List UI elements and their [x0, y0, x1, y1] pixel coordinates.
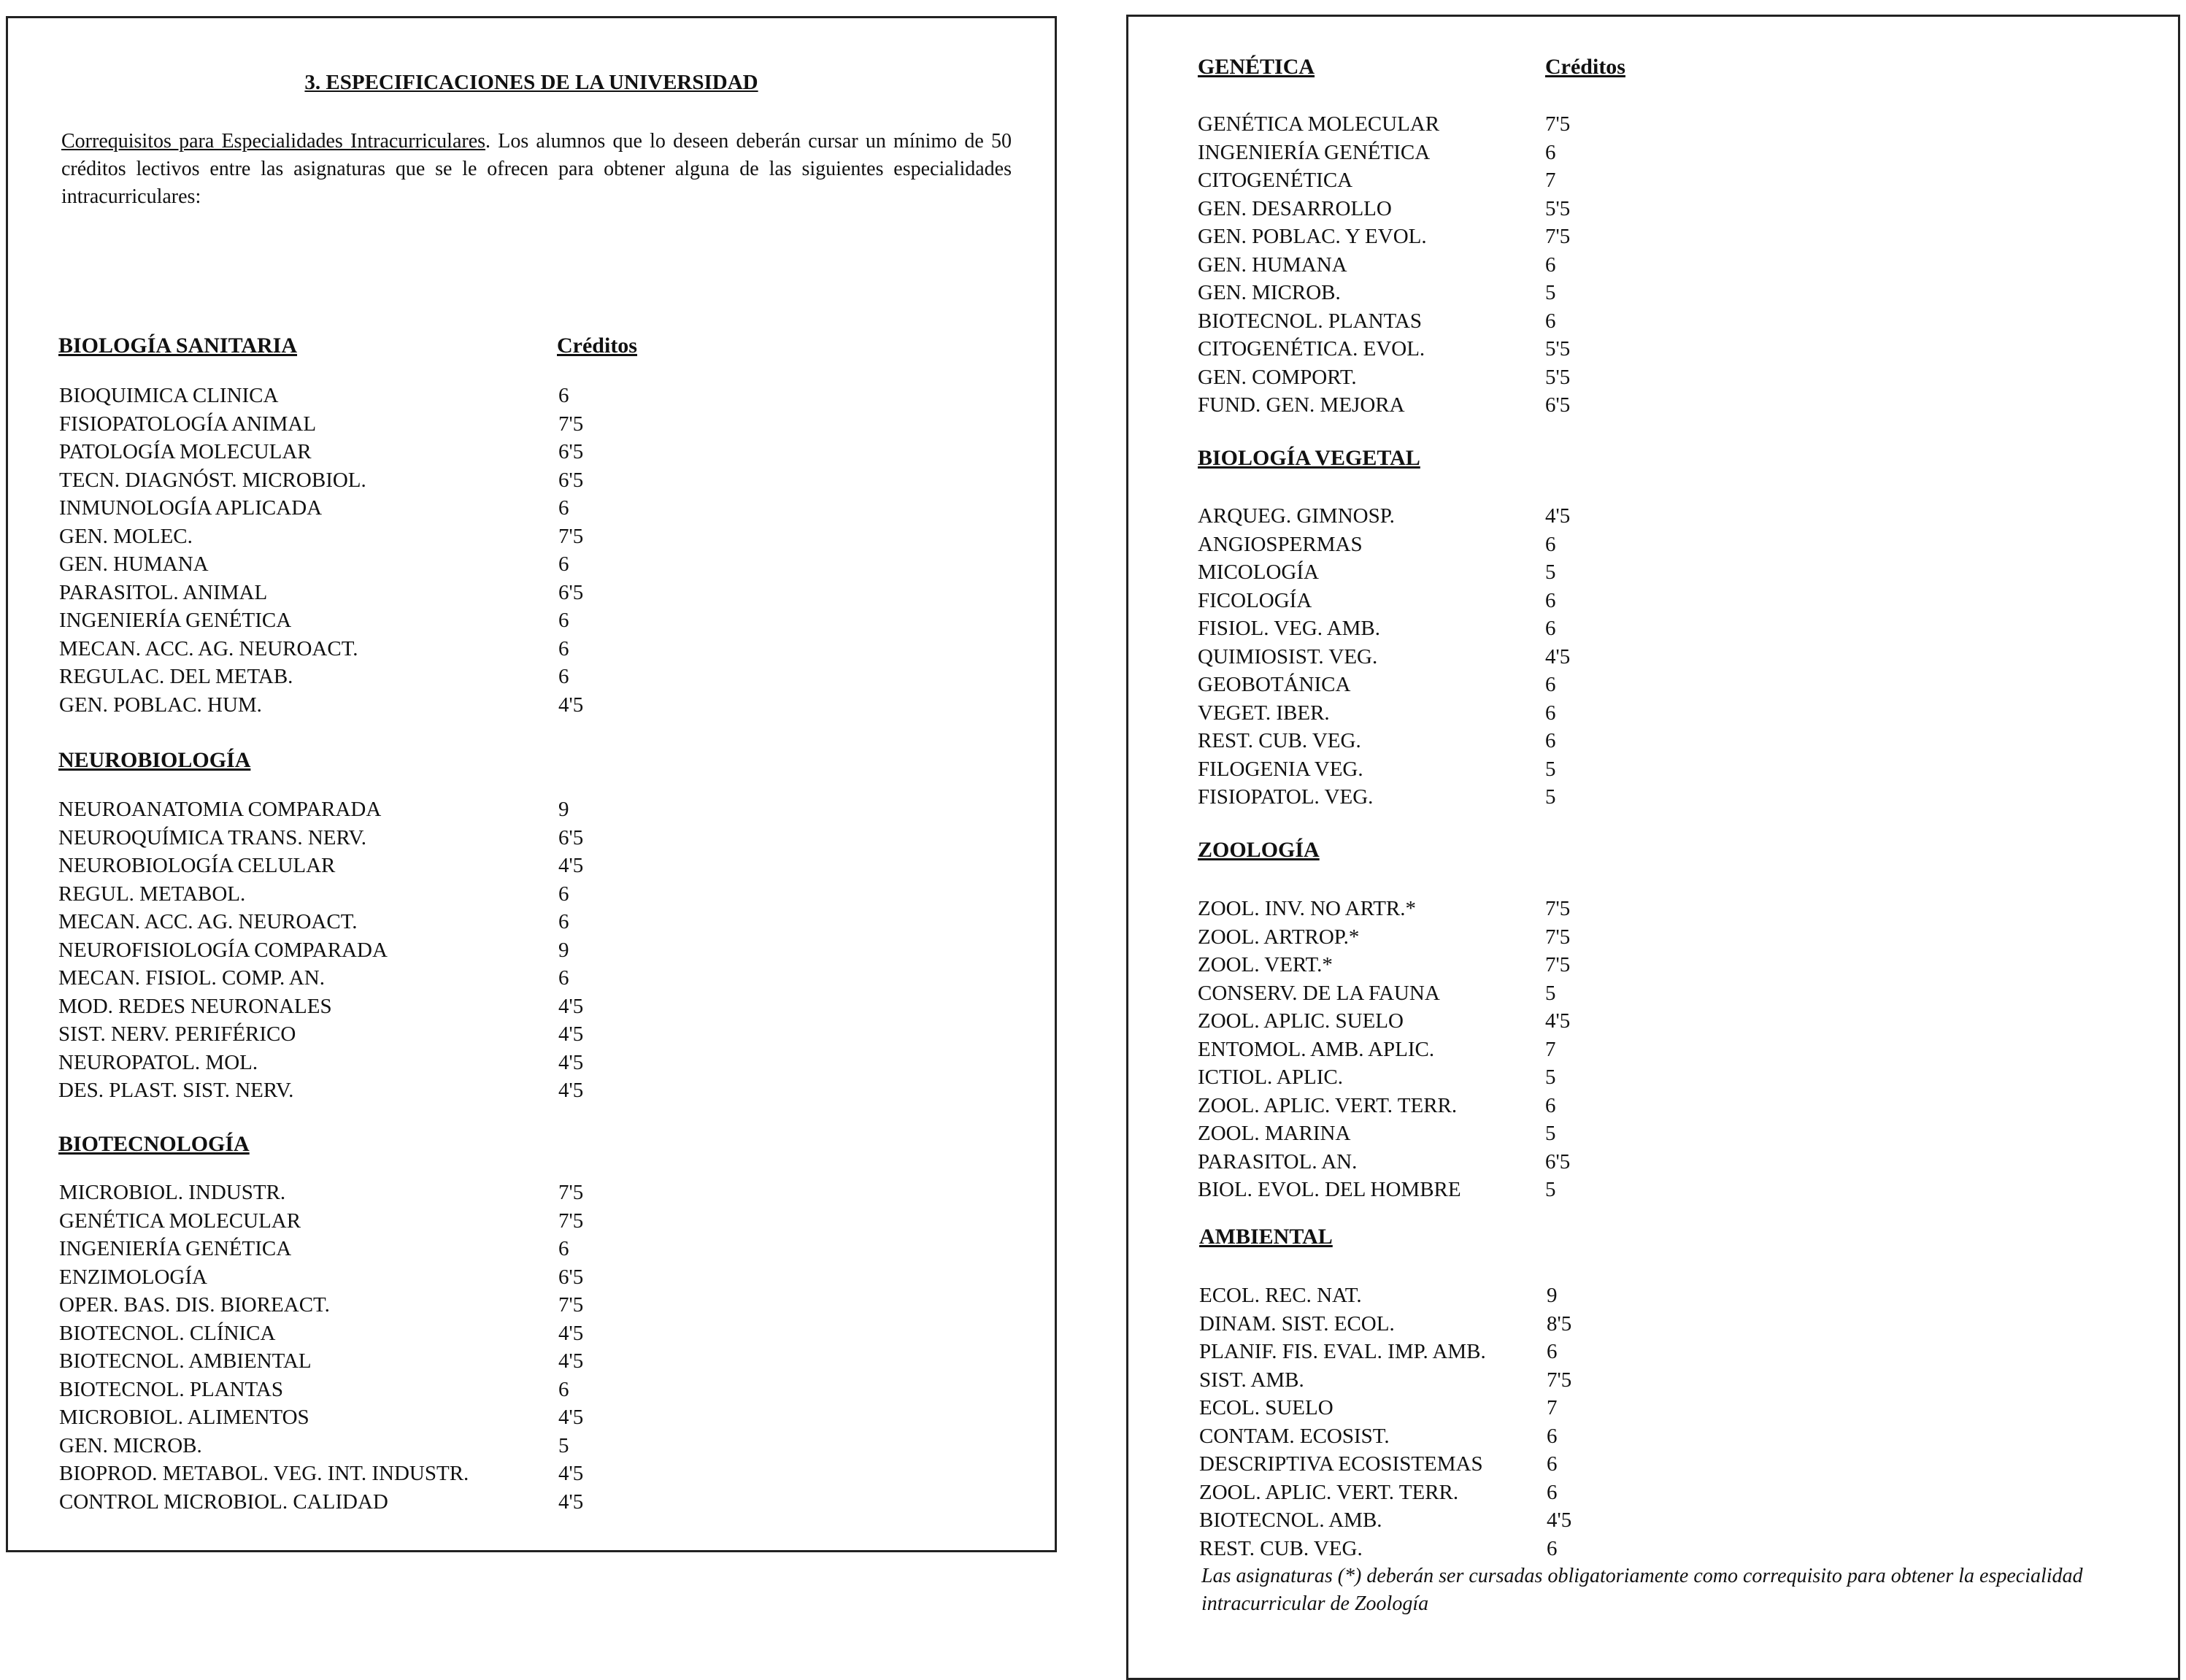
- course-credits: 6'5: [558, 580, 584, 604]
- course-credits: 6'5: [1545, 393, 1571, 417]
- course-credits: 6: [1547, 1536, 1558, 1560]
- course-credits: 5: [1545, 785, 1556, 809]
- course-name: PARASITOL. AN.: [1198, 1149, 1358, 1174]
- course-name: VEGET. IBER.: [1198, 701, 1330, 725]
- course-credits: 7'5: [558, 1209, 584, 1233]
- course-name: MICROBIOL. ALIMENTOS: [59, 1406, 309, 1429]
- course-credits: 4'5: [558, 1022, 584, 1046]
- course-credits: 6: [558, 665, 569, 688]
- course-name: FICOLOGÍA: [1198, 588, 1312, 612]
- course-credits: 4'5: [558, 1321, 584, 1345]
- credits-column-label: Créditos: [1545, 55, 1625, 79]
- course-name: GEN. COMPORT.: [1198, 365, 1357, 389]
- course-name: MECAN. FISIOL. COMP. AN.: [58, 966, 325, 990]
- course-name: QUIMIOSIST. VEG.: [1198, 644, 1378, 668]
- course-name: INMUNOLOGÍA APLICADA: [59, 496, 323, 520]
- course-credits: 5: [558, 1433, 569, 1457]
- course-name: NEUROPATOL. MOL.: [58, 1050, 258, 1074]
- section-title: BIOTECNOLOGÍA: [58, 1132, 250, 1156]
- course-credits: 5'5: [1545, 337, 1571, 361]
- course-name: BIOTECNOL. CLÍNICA: [59, 1321, 276, 1345]
- course-credits: 9: [558, 798, 569, 821]
- course-name: BIOTECNOL. PLANTAS: [59, 1377, 284, 1401]
- course-credits: 5'5: [1545, 196, 1571, 220]
- course-credits: 6: [1547, 1424, 1558, 1448]
- left-page: [6, 16, 1057, 1552]
- course-name: DINAM. SIST. ECOL.: [1199, 1311, 1395, 1336]
- section-title: AMBIENTAL: [1199, 1225, 1333, 1249]
- course-name: GEN. HUMANA: [59, 552, 209, 576]
- course-credits: 7'5: [1545, 897, 1571, 920]
- course-credits: 4'5: [558, 1462, 584, 1485]
- course-name: ENZIMOLOGÍA: [59, 1265, 207, 1289]
- course-name: FISIOPATOLOGÍA ANIMAL: [59, 412, 317, 436]
- course-name: BIOTECNOL. AMB.: [1199, 1508, 1382, 1532]
- course-credits: 5: [1545, 560, 1556, 584]
- course-name: GEN. MICROB.: [59, 1433, 202, 1457]
- course-name: BIOQUIMICA CLINICA: [59, 384, 279, 407]
- course-name: ZOOL. APLIC. SUELO: [1198, 1009, 1404, 1033]
- course-name: MECAN. ACC. AG. NEUROACT.: [58, 910, 358, 933]
- course-credits: 7'5: [1545, 953, 1571, 976]
- course-name: BIOTECNOL. AMBIENTAL: [59, 1349, 312, 1373]
- course-name: ZOOL. MARINA: [1198, 1122, 1351, 1145]
- course-name: REGUL. METABOL.: [58, 882, 246, 906]
- course-name: FISIOPATOL. VEG.: [1198, 785, 1374, 809]
- course-credits: 6: [558, 552, 569, 576]
- course-name: ZOOL. APLIC. VERT. TERR.: [1198, 1093, 1458, 1117]
- course-credits: 5: [1545, 281, 1556, 304]
- course-name: GENÉTICA MOLECULAR: [1198, 112, 1440, 136]
- course-credits: 6: [558, 882, 569, 906]
- course-credits: 9: [1547, 1284, 1558, 1307]
- course-credits: 4'5: [558, 1349, 584, 1373]
- course-name: ECOL. REC. NAT.: [1199, 1284, 1362, 1307]
- course-credits: 4'5: [558, 1050, 584, 1074]
- course-name: CITOGENÉTICA: [1198, 169, 1353, 192]
- course-credits: 6: [558, 636, 569, 660]
- course-name: FUND. GEN. MEJORA: [1198, 393, 1405, 417]
- course-name: GEN. MOLEC.: [59, 524, 193, 548]
- section-title: GENÉTICA: [1198, 55, 1315, 79]
- course-name: GEN. HUMANA: [1198, 253, 1347, 277]
- right-page: [1126, 15, 2180, 1680]
- course-credits: 4'5: [558, 1406, 584, 1429]
- course-name: ZOOL. VERT.*: [1198, 953, 1333, 976]
- course-name: CONTAM. ECOSIST.: [1199, 1424, 1390, 1448]
- section-title: NEUROBIOLOGÍA: [58, 748, 251, 772]
- course-credits: 6: [1545, 673, 1556, 696]
- course-credits: 6: [558, 966, 569, 990]
- course-name: ENTOMOL. AMB. APLIC.: [1198, 1037, 1435, 1061]
- course-name: CONSERV. DE LA FAUNA: [1198, 981, 1440, 1005]
- course-credits: 4'5: [1545, 1009, 1571, 1033]
- course-credits: 6: [558, 1237, 569, 1260]
- course-name: ANGIOSPERMAS: [1198, 532, 1363, 556]
- course-credits: 5: [1545, 1066, 1556, 1089]
- course-name: PATOLOGÍA MOLECULAR: [59, 440, 312, 463]
- course-credits: 5: [1545, 1178, 1556, 1201]
- course-name: REST. CUB. VEG.: [1199, 1536, 1363, 1560]
- course-name: TECN. DIAGNÓST. MICROBIOL.: [59, 468, 366, 492]
- course-name: GEN. POBLAC. HUM.: [59, 693, 262, 717]
- course-name: INGENIERÍA GENÉTICA: [1198, 140, 1431, 164]
- course-name: PLANIF. FIS. EVAL. IMP. AMB.: [1199, 1340, 1486, 1363]
- course-credits: 7'5: [1545, 925, 1571, 949]
- course-credits: 4'5: [558, 1079, 584, 1102]
- course-name: ARQUEG. GIMNOSP.: [1198, 504, 1395, 528]
- course-name: SIST. AMB.: [1199, 1368, 1304, 1392]
- course-credits: 5: [1545, 981, 1556, 1005]
- course-credits: 7'5: [558, 524, 584, 548]
- course-name: GENÉTICA MOLECULAR: [59, 1209, 301, 1233]
- course-name: SIST. NERV. PERIFÉRICO: [58, 1022, 296, 1046]
- course-credits: 6: [558, 1377, 569, 1401]
- course-credits: 6'5: [558, 468, 584, 492]
- course-name: DESCRIPTIVA ECOSISTEMAS: [1199, 1452, 1483, 1476]
- course-credits: 6'5: [558, 1265, 584, 1289]
- course-credits: 6: [1545, 1093, 1556, 1117]
- course-name: ZOOL. APLIC. VERT. TERR.: [1199, 1480, 1459, 1504]
- page-title: 3. ESPECIFICACIONES DE LA UNIVERSIDAD: [304, 71, 758, 94]
- section-title: BIOLOGÍA SANITARIA: [58, 334, 298, 358]
- intro-paragraph: [61, 128, 1012, 211]
- credits-column-label: Créditos: [557, 334, 637, 358]
- course-credits: 6: [1545, 140, 1556, 164]
- course-name: ECOL. SUELO: [1199, 1396, 1333, 1419]
- course-name: CITOGENÉTICA. EVOL.: [1198, 337, 1425, 361]
- course-name: MICROBIOL. INDUSTR.: [59, 1181, 286, 1204]
- course-name: MOD. REDES NEURONALES: [58, 994, 332, 1018]
- course-name: INGENIERÍA GENÉTICA: [59, 609, 292, 632]
- intro-text: . Los alumnos que lo deseen deberán cursar un mínimo de 50 créditos lectivos entre las asignaturas que se le ofrecen para obtener alguna de las siguientes especialidades intracurriculares:: [61, 130, 1012, 208]
- course-credits: 7'5: [1545, 225, 1571, 248]
- course-name: GEOBOTÁNICA: [1198, 673, 1351, 696]
- course-credits: 4'5: [558, 1490, 584, 1514]
- course-name: GEN. POBLAC. Y EVOL.: [1198, 225, 1427, 248]
- course-credits: 6: [558, 910, 569, 933]
- course-name: DES. PLAST. SIST. NERV.: [58, 1079, 294, 1102]
- course-name: FILOGENIA VEG.: [1198, 757, 1363, 781]
- course-credits: 5: [1545, 757, 1556, 781]
- course-credits: 7: [1545, 1037, 1556, 1061]
- course-name: BIOL. EVOL. DEL HOMBRE: [1198, 1178, 1461, 1201]
- section-title: ZOOLOGÍA: [1198, 838, 1320, 862]
- course-credits: 6: [1547, 1480, 1558, 1504]
- course-credits: 6'5: [1545, 1149, 1571, 1174]
- course-credits: 4'5: [558, 994, 584, 1018]
- course-name: INGENIERÍA GENÉTICA: [59, 1237, 292, 1260]
- course-name: CONTROL MICROBIOL. CALIDAD: [59, 1490, 388, 1514]
- course-name: NEUROBIOLOGÍA CELULAR: [58, 854, 336, 877]
- course-credits: 4'5: [1547, 1508, 1572, 1532]
- section-title: BIOLOGÍA VEGETAL: [1198, 446, 1420, 470]
- course-credits: 6: [1545, 309, 1556, 333]
- course-name: NEUROQUÍMICA TRANS. NERV.: [58, 825, 366, 849]
- course-credits: 5'5: [1545, 365, 1571, 389]
- course-credits: 8'5: [1547, 1311, 1572, 1336]
- course-credits: 6'5: [558, 825, 584, 849]
- course-credits: 4'5: [558, 854, 584, 877]
- course-name: REST. CUB. VEG.: [1198, 729, 1361, 752]
- course-name: ZOOL. ARTROP.*: [1198, 925, 1360, 949]
- course-name: OPER. BAS. DIS. BIOREACT.: [59, 1293, 330, 1317]
- course-credits: 5: [1545, 1122, 1556, 1145]
- course-credits: 6: [1547, 1340, 1558, 1363]
- course-credits: 6: [1545, 729, 1556, 752]
- course-name: FISIOL. VEG. AMB.: [1198, 617, 1381, 640]
- course-credits: 6: [1545, 701, 1556, 725]
- course-name: MICOLOGÍA: [1198, 560, 1319, 584]
- course-name: ICTIOL. APLIC.: [1198, 1066, 1343, 1089]
- course-credits: 7'5: [558, 412, 584, 436]
- course-name: NEUROFISIOLOGÍA COMPARADA: [58, 938, 388, 962]
- course-credits: 6: [558, 609, 569, 632]
- course-credits: 6: [1545, 617, 1556, 640]
- course-credits: 7'5: [558, 1181, 584, 1204]
- course-credits: 6: [558, 496, 569, 520]
- course-credits: 6: [1547, 1452, 1558, 1476]
- course-credits: 6'5: [558, 440, 584, 463]
- course-credits: 4'5: [1545, 644, 1571, 668]
- intro-heading: Correquisitos para Especialidades Intracurriculares: [61, 130, 486, 153]
- course-name: REGULAC. DEL METAB.: [59, 665, 293, 688]
- course-credits: 7: [1547, 1396, 1558, 1419]
- course-credits: 6: [1545, 253, 1556, 277]
- course-credits: 6: [558, 384, 569, 407]
- course-credits: 4'5: [1545, 504, 1571, 528]
- course-name: ZOOL. INV. NO ARTR.*: [1198, 897, 1417, 920]
- course-name: BIOTECNOL. PLANTAS: [1198, 309, 1423, 333]
- course-name: PARASITOL. ANIMAL: [59, 580, 268, 604]
- course-name: GEN. MICROB.: [1198, 281, 1341, 304]
- course-name: MECAN. ACC. AG. NEUROACT.: [59, 636, 358, 660]
- course-credits: 7'5: [1547, 1368, 1572, 1392]
- course-credits: 7'5: [1545, 112, 1571, 136]
- footnote: Las asignaturas (*) deberán ser cursadas obligatoriamente como correquisito para obtener la especialidad intracurricular de Zoología: [1201, 1565, 2083, 1615]
- course-credits: 7'5: [558, 1293, 584, 1317]
- course-credits: 6: [1545, 588, 1556, 612]
- course-credits: 7: [1545, 169, 1556, 192]
- course-credits: 9: [558, 938, 569, 962]
- course-name: GEN. DESARROLLO: [1198, 196, 1392, 220]
- course-credits: 4'5: [558, 693, 584, 717]
- course-credits: 6: [1545, 532, 1556, 556]
- course-name: NEUROANATOMIA COMPARADA: [58, 798, 382, 821]
- course-name: BIOPROD. METABOL. VEG. INT. INDUSTR.: [59, 1462, 469, 1485]
